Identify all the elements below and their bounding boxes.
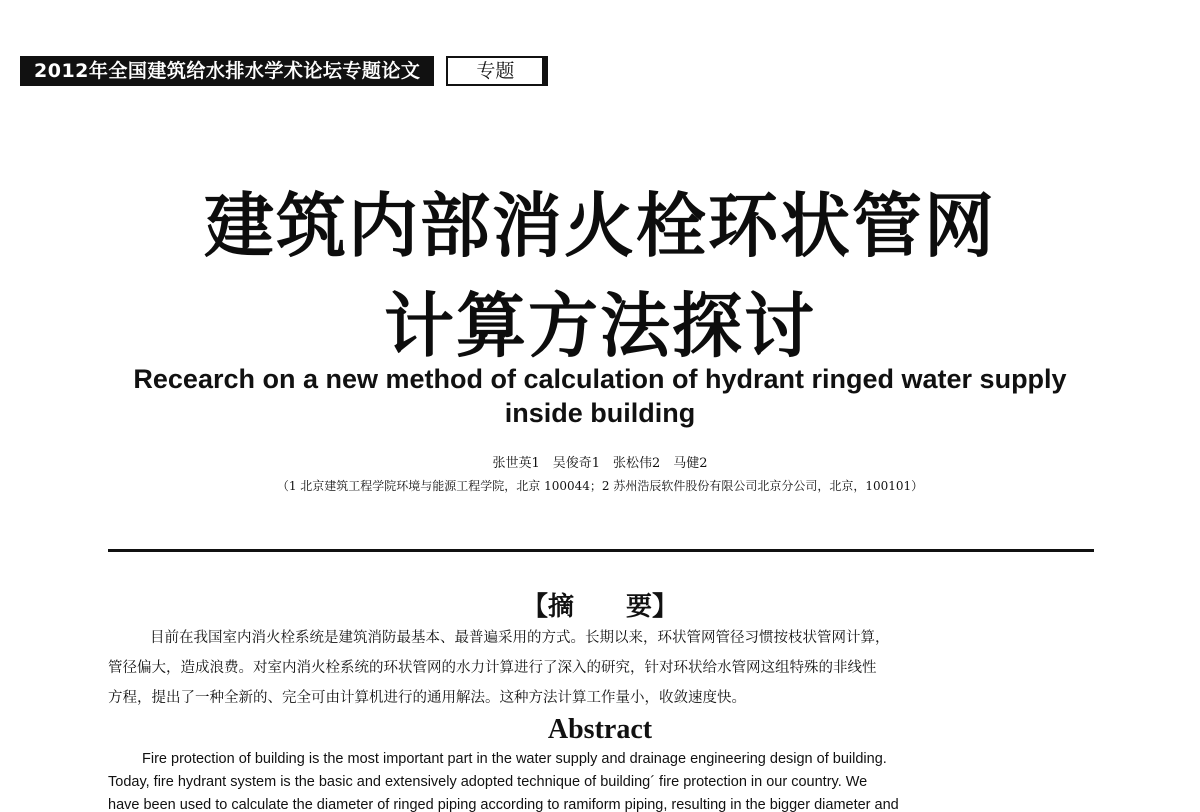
abstract-en-line: Today, fire hydrant system is the basic and extensively adopted technique of building´ fire protection in our country. We — [108, 774, 868, 790]
title-en-line-2: inside building — [504, 398, 696, 428]
banner-divider — [434, 56, 446, 86]
abstract-en-line: have been used to calculate the diameter of ringed piping according to ramiform piping, resulting in the bigger diameter and — [108, 797, 899, 812]
title-en-line-1: Recearch on a new method of calculation of hydrant ringed water supply — [133, 364, 1067, 394]
abstract-cn-line: 管径偏大，造成浪费。对室内消火栓系统的环状管网的水力计算进行了深入的研究，针对环状给水管网这组特殊的非线性 — [108, 660, 877, 676]
title-cn-line-2: 计算方法探讨 — [384, 285, 816, 367]
title-cn-line-1: 建筑内部消火栓环状管网 — [204, 185, 996, 267]
header-banner — [20, 56, 548, 86]
abstract-cn-line: 方程，提出了一种全新的、完全可由计算机进行的通用解法。这种方法计算工作量小，收敛速度快。 — [108, 690, 746, 706]
affiliation: （1 北京建筑工程学院环境与能源工程学院，北京 100044；2 苏州浩辰软件股份有限公司北京分公司，北京，100101） — [276, 479, 924, 493]
series-label: 2012年全国建筑给水排水学术论坛专题论文 — [20, 56, 434, 86]
abstract-cn-heading: 【摘 要】 — [521, 592, 678, 622]
section-tag: 专题 — [446, 56, 548, 86]
abstract-cn-line: 目前在我国室内消火栓系统是建筑消防最基本、最普遍采用的方式。长期以来，环状管网管径习惯按枝状管网计算， — [150, 630, 890, 646]
section-divider — [108, 549, 1094, 552]
abstract-en-heading: Abstract — [547, 714, 653, 745]
abstract-en-line: Fire protection of building is the most important part in the water supply and drainage engineering design of building. — [142, 751, 887, 767]
authors: 张世英1 吴俊奇1 张松伟2 马健2 — [492, 456, 708, 471]
